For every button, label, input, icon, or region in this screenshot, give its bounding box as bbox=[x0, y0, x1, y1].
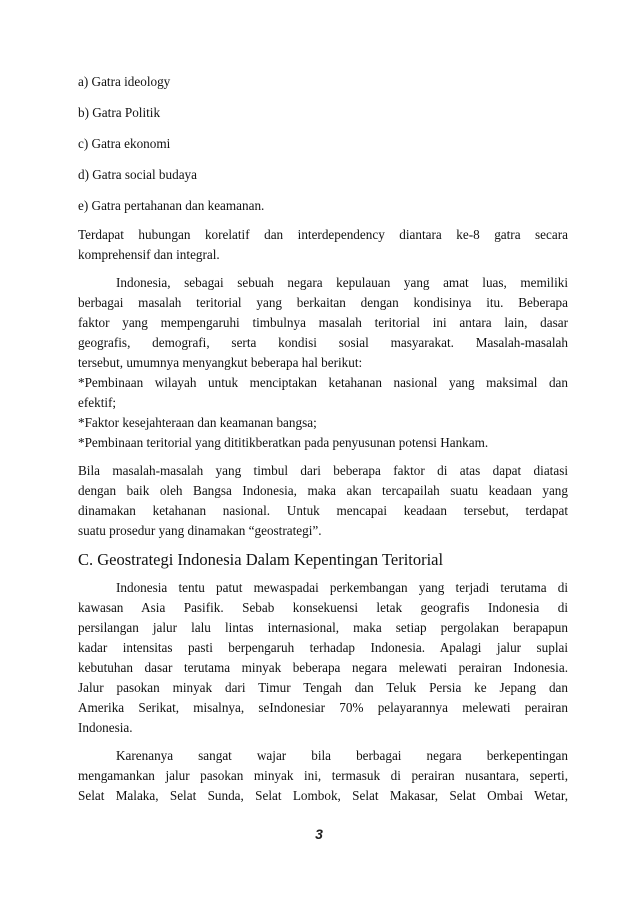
page-number: 3 bbox=[315, 826, 323, 842]
paragraph-line: geografis, demografi, serta kondisi sosial masyarakat. Masalah-masalah bbox=[78, 335, 568, 350]
paragraph-ketahanan-nasional bbox=[78, 461, 568, 541]
paragraph-line: dinamakan ketahanan nasional. Untuk mencapai keadaan tersebut, terdapat bbox=[78, 503, 568, 518]
paragraph-line: kadar intensitas pasti berpengaruh terhadap Indonesia. Apalagi jalur suplai bbox=[78, 640, 568, 655]
paragraph-line: Selat Malaka, Selat Sunda, Selat Lombok, Selat Makasar, Selat Ombai Wetar, bbox=[78, 788, 568, 803]
paragraph-line: Amerika Serikat, misalnya, seIndonesiar 70% pelayarannya melewati perairan bbox=[78, 700, 568, 715]
paragraph-asia-pasifik bbox=[78, 578, 568, 738]
paragraph-masalah-teritorial bbox=[78, 273, 568, 453]
paragraph-korelatif bbox=[78, 225, 568, 265]
paragraph-line: *Pembinaan wilayah untuk menciptakan ketahanan nasional yang maksimal dan bbox=[78, 375, 568, 390]
paragraph-line: persilangan jalur lalu lintas internasional, maka setiap pergolakan berapapun bbox=[78, 620, 568, 635]
list-item: b) Gatra Politik bbox=[78, 105, 161, 120]
paragraph-line: efektif; bbox=[78, 395, 117, 410]
paragraph-line: Bila masalah-masalah yang timbul dari beberapa faktor di atas dapat diatasi bbox=[78, 463, 568, 478]
list-item: e) Gatra pertahanan dan keamanan. bbox=[78, 198, 265, 213]
paragraph-line: mengamankan jalur pasokan minyak ini, termasuk di perairan nusantara, seperti, bbox=[78, 768, 568, 783]
paragraph-line: kebutuhan dasar terutama minyak beberapa negara melewati perairan Indonesia. bbox=[78, 660, 568, 675]
paragraph-line: dengan baik oleh Bangsa Indonesia, maka akan tercapailah suatu keadaan yang bbox=[78, 483, 568, 498]
paragraph-line: suatu prosedur yang dinamakan “geostrategi”. bbox=[78, 523, 322, 538]
paragraph-line: berbagai masalah teritorial yang berkaitan dengan kondisinya itu. Beberapa bbox=[78, 295, 568, 310]
section-heading: C. Geostrategi Indonesia Dalam Kepentingan Teritorial bbox=[78, 550, 444, 569]
paragraph-line: Terdapat hubungan korelatif dan interdependency diantara ke-8 gatra secara bbox=[78, 227, 568, 242]
paragraph-line: tersebut, umumnya menyangkut beberapa hal berikut: bbox=[78, 355, 363, 370]
paragraph-line: Indonesia. bbox=[78, 720, 133, 735]
list-item: a) Gatra ideology bbox=[78, 74, 171, 89]
paragraph-line: Indonesia, sebagai sebuah negara kepulauan yang amat luas, memiliki bbox=[116, 275, 568, 290]
paragraph-line: *Pembinaan teritorial yang dititikberatkan pada penyusunan potensi Hankam. bbox=[78, 435, 489, 450]
document-body bbox=[78, 72, 568, 814]
list-item: c) Gatra ekonomi bbox=[78, 136, 171, 151]
paragraph-jalur-pasokan bbox=[78, 746, 568, 806]
paragraph-line: kawasan Asia Pasifik. Sebab konsekuensi letak geografis Indonesia di bbox=[78, 600, 568, 615]
paragraph-line: *Faktor kesejahteraan dan keamanan bangsa; bbox=[78, 415, 317, 430]
gatra-list bbox=[78, 72, 568, 216]
list-item: d) Gatra social budaya bbox=[78, 167, 198, 182]
paragraph-line: Indonesia tentu patut mewaspadai perkembangan yang terjadi terutama di bbox=[116, 580, 568, 595]
paragraph-line: Jalur pasokan minyak dari Timur Tengah dan Teluk Persia ke Jepang dan bbox=[78, 680, 568, 695]
paragraph-line: komprehensif dan integral. bbox=[78, 247, 220, 262]
paragraph-line: faktor yang mempengaruhi timbulnya masalah teritorial ini antara lain, dasar bbox=[78, 315, 568, 330]
paragraph-line: Karenanya sangat wajar bila berbagai negara berkepentingan bbox=[116, 748, 568, 763]
